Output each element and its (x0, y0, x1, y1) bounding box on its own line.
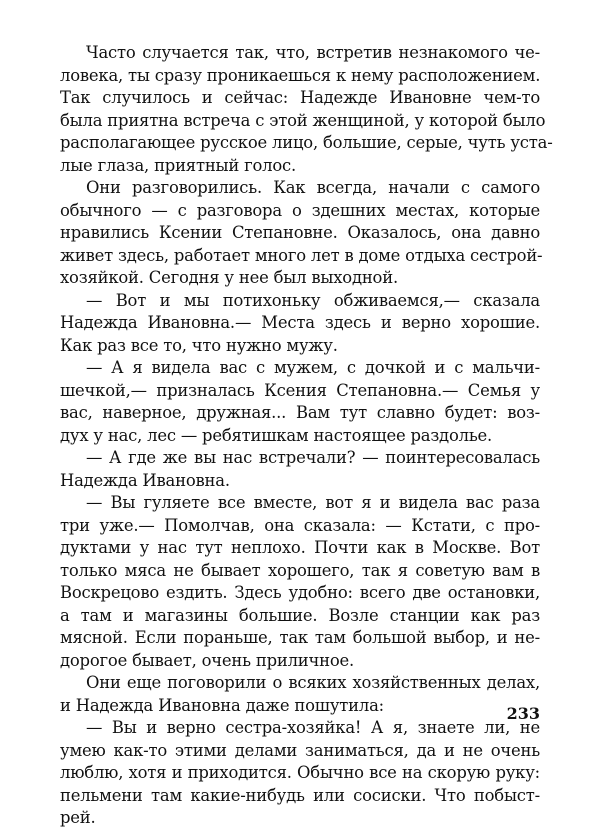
text-line: дорогое бывает, очень приличное. (60, 650, 355, 670)
text-line: — Вы гуляете все вместе, вот я и видела вас раза (86, 493, 540, 512)
text-line: — А я видела вас с мужем, с дочкой и с мальчи- (86, 358, 540, 377)
page-number: 233 (506, 704, 540, 723)
text-line: Как раз все то, что нужно мужу. (60, 335, 338, 355)
text-line: обычного — с разговора о здешних местах, которые (60, 200, 540, 220)
text-line: люблю, хотя и приходится. Обычно все на скорую руку: (60, 763, 540, 782)
text-line: — Вы и верно сестра-хозяйка! А я, знаете ли, не (86, 718, 540, 737)
text-line: была приятна встреча с этой женщиной, у которой было (60, 110, 546, 130)
text-line: умею как-то этими делами заниматься, да и не очень (60, 740, 540, 760)
text-line: — Вот и мы потихоньку обживаемся,— сказала (86, 290, 540, 310)
text-line: Воскрецово ездить. Здесь удобно: всего две остановки, (60, 583, 540, 602)
text-line: дуктами у нас тут неплохо. Почти как в Москве. Вот (60, 538, 540, 557)
text-line: Они еще поговорили о всяких хозяйственных делах, (86, 673, 540, 692)
text-line: дух у нас, лес — ребятишкам настоящее раздолье. (60, 425, 493, 445)
text-line: нравились Ксении Степановне. Оказалось, она давно (60, 223, 540, 242)
text-line: только мяса не бывает хорошего, так я советую вам в (60, 560, 540, 580)
text-line: вас, наверное, дружная... Вам тут славно будет: воз- (60, 403, 540, 422)
text-line: а там и магазины большие. Возле станции как раз (60, 605, 540, 625)
text-column (60, 42, 553, 830)
text-line: ловека, ты сразу проникаешься к нему расположением. (60, 65, 541, 85)
text-line: мясной. Если пораньше, так там большой выбор, и не- (60, 628, 540, 647)
text-line: Надежда Ивановна. (60, 470, 230, 490)
text-line: хозяйкой. Сегодня у нее был выходной. (60, 268, 398, 287)
text-line: лые глаза, приятный голос. (60, 155, 297, 175)
text-line: рей. (60, 808, 96, 827)
text-line: располагающее русское лицо, большие, серые, чуть уста- (60, 133, 553, 152)
text-line: — А где же вы нас встречали? — поинтересовалась (86, 448, 540, 467)
text-line: три уже.— Помолчав, она сказала: — Кстати, с про- (60, 515, 540, 535)
text-line: пельмени там какие-нибудь или сосиски. Что побыст- (60, 785, 540, 805)
text-line: Надежда Ивановна.— Места здесь и верно хорошие. (60, 313, 540, 332)
text-line: живет здесь, работает много лет в доме отдыха сестрой- (60, 245, 543, 265)
text-line: шечкой,— призналась Ксения Степановна.— Семья у (60, 380, 540, 400)
text-line: и Надежда Ивановна даже пошутила: (60, 695, 384, 715)
text-line: Так случилось и сейчас: Надежде Ивановне чем-то (60, 88, 540, 107)
page-body (60, 42, 553, 827)
text-line: Они разговорились. Как всегда, начали с самого (86, 178, 540, 197)
text-line: Часто случается так, что, встретив незнакомого че- (86, 43, 540, 62)
